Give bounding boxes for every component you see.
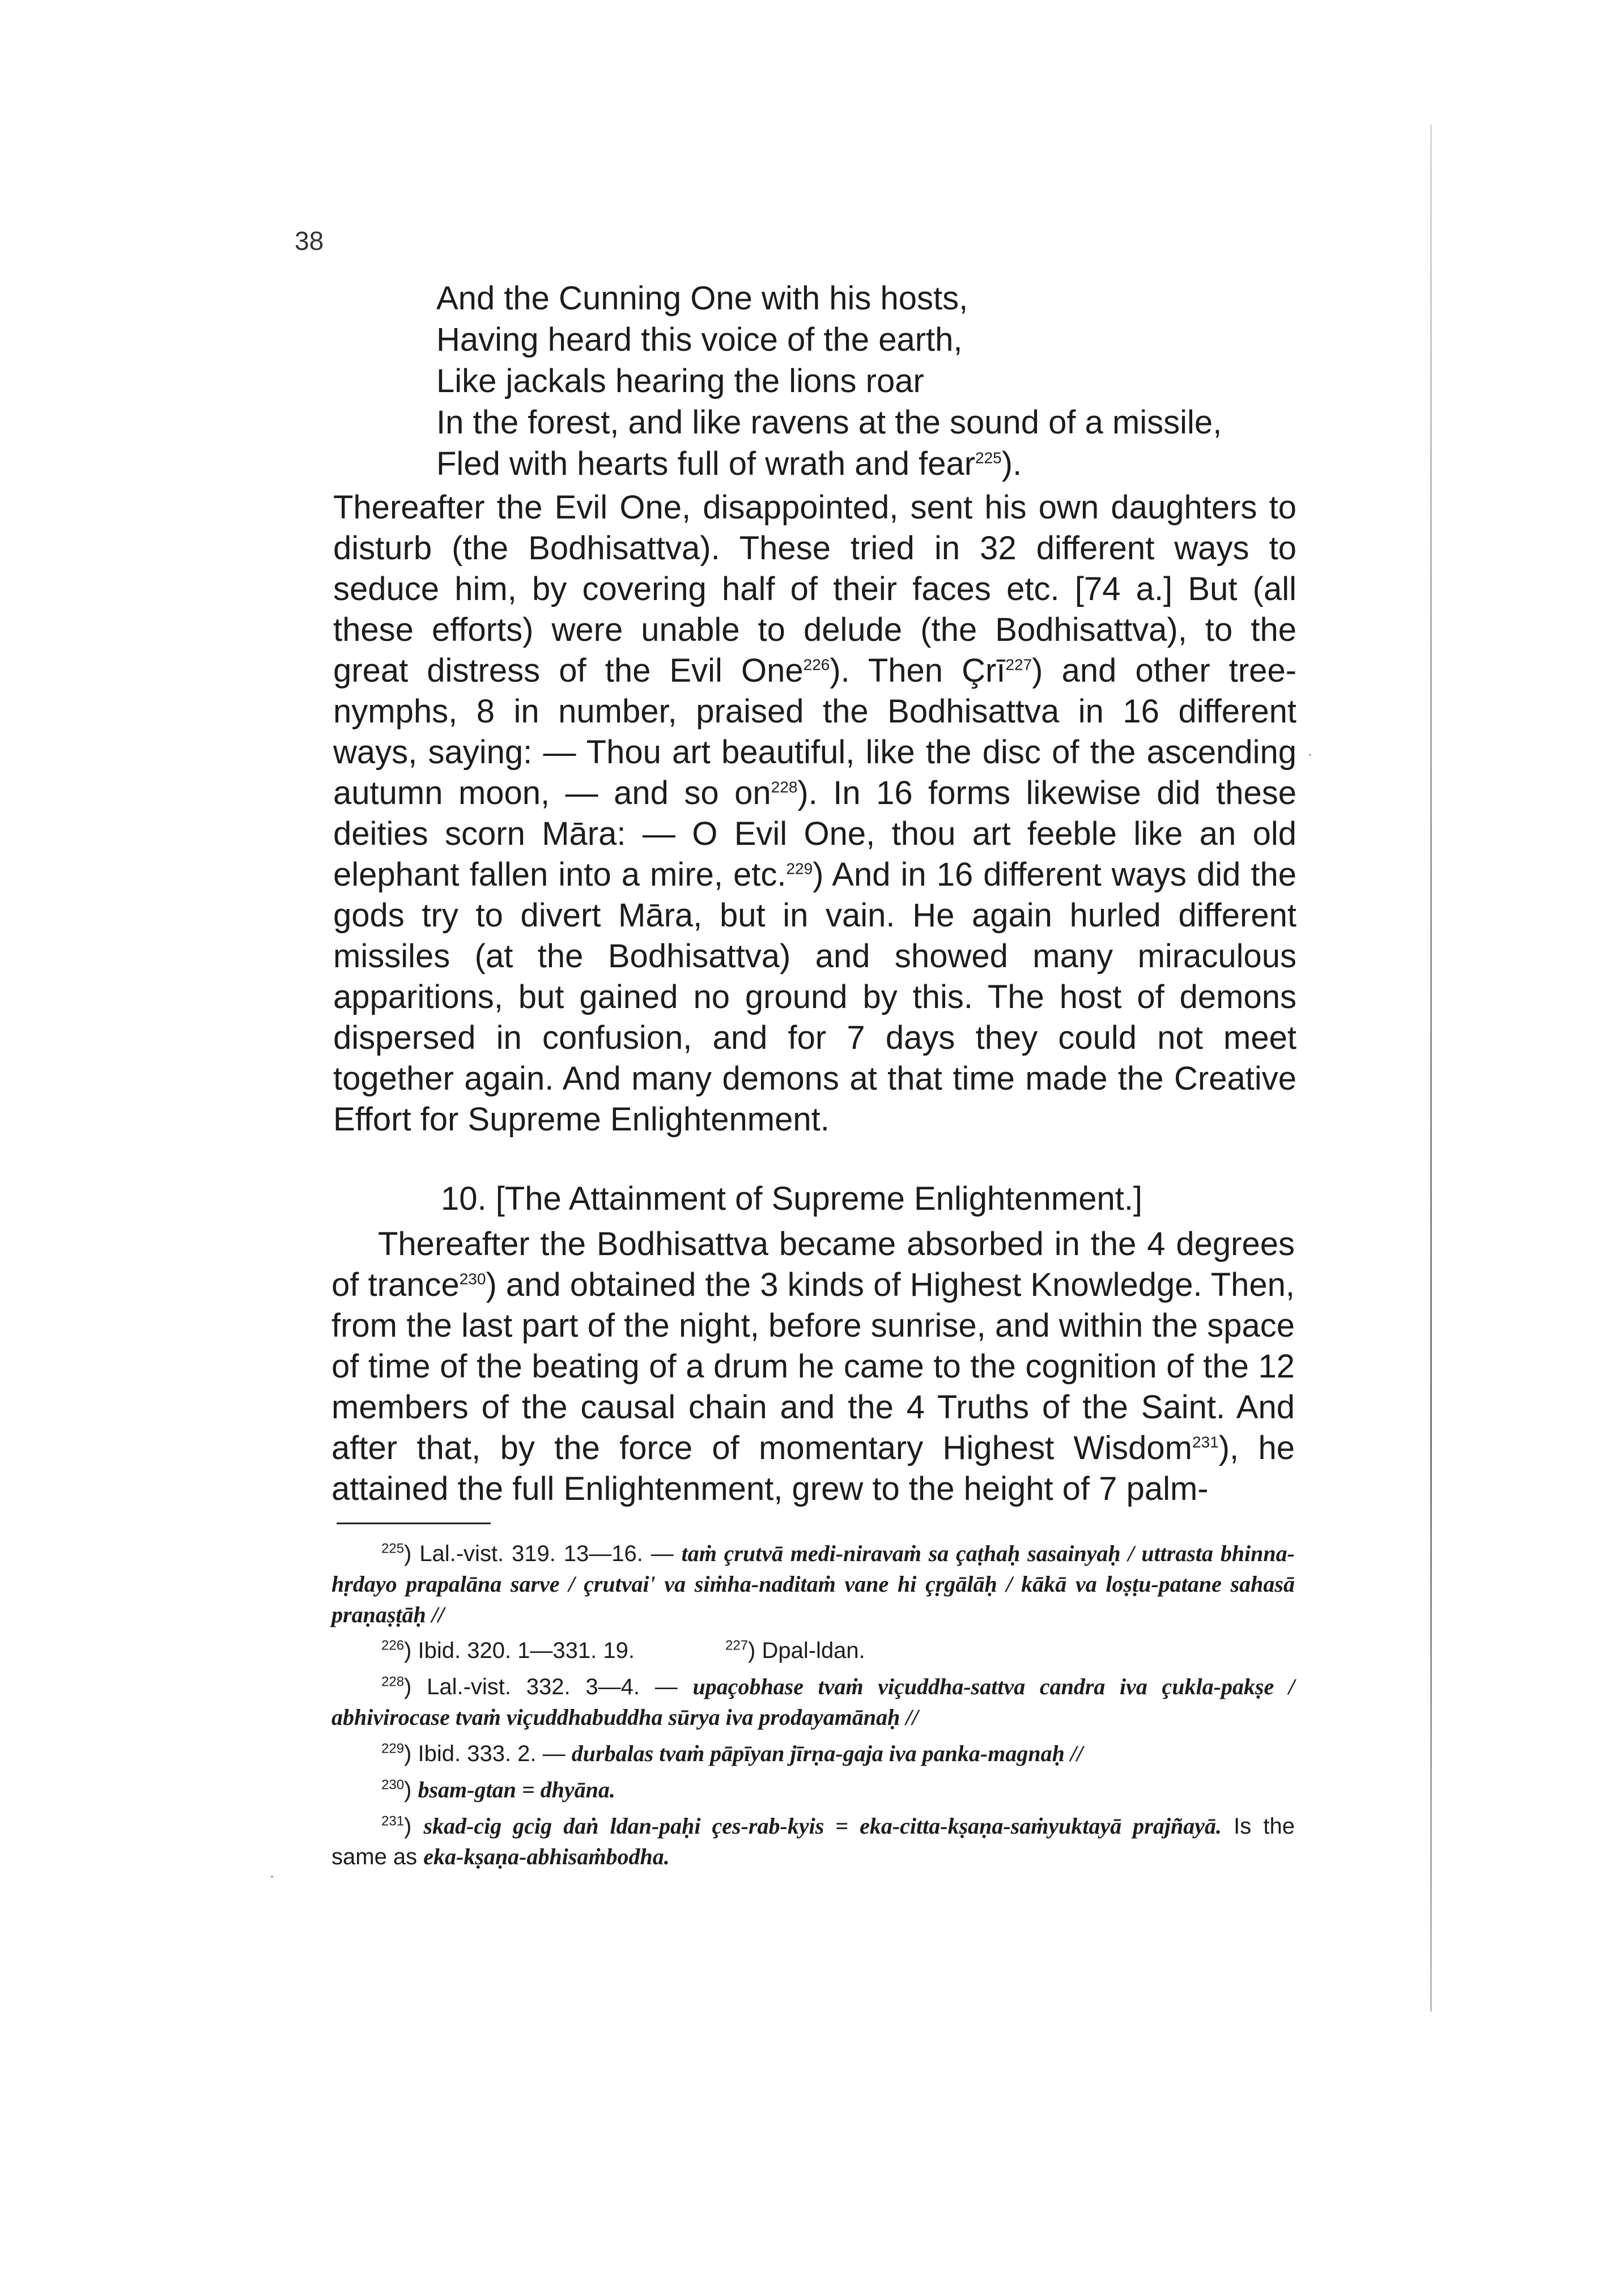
verse-block — [436, 278, 1320, 484]
footnote-ref[interactable]: 229 — [786, 860, 813, 878]
footnote-231: $^{231}$) skad-cig gcig daṅ ldan-paḥi çes-rab-kyis = eka-citta-kṣaṇa-saṁyuktayā prajñayā. Is the same as eka-kṣaṇa-abhisaṁbodha. — [331, 1813, 1295, 1869]
footnote-228: $^{228}$) Lal.-vist. 332. 3—4. — upaçobhase tvaṁ viçuddha-sattva candra iva çukla-pakṣe / abhivirocase tvaṁ viçuddhabuddha sūrya iva prodayamānaḥ // — [331, 1674, 1295, 1730]
footnote-ref[interactable]: 226 — [803, 656, 830, 674]
page-number: 38 — [295, 226, 324, 256]
footnote-ref[interactable]: 231 — [1192, 1433, 1219, 1451]
footnote-ref[interactable]: 227 — [1005, 656, 1032, 674]
scan-speck — [271, 1876, 273, 1878]
footnote-ref[interactable]: 225 — [975, 449, 1002, 467]
footnote-229: $^{229}$) Ibid. 333. 2. — durbalas tvaṁ pāpīyan jīrṇa-gaja iva panka-magnaḥ // — [381, 1741, 1083, 1766]
verse-line: Fled with hearts full of wrath and fear$^{225}$). — [436, 445, 1022, 482]
scan-margin-line — [1430, 125, 1432, 2012]
footnote-225: $^{225}$) Lal.-vist. 319. 13—16. — taṁ çrutvā medi-niravaṁ sa çaṭhaḥ sasainyaḥ / uttrasta bhinna-hṛdayo prapalāna sarve / çrutvai' va siṁha-naditaṁ vane hi çṛgālāḥ / kākā va loṣṭu-patane sahasā praṇaṣṭāḥ // — [331, 1541, 1295, 1627]
verse-line: And the Cunning One with his hosts, — [436, 280, 968, 317]
footnote-230: $^{230}$) bsam-gtan = dhyāna. — [381, 1777, 615, 1802]
footnote-ref[interactable]: 228 — [771, 778, 798, 796]
footnote-ref[interactable]: 230 — [459, 1270, 486, 1288]
footnotes — [331, 1538, 1295, 1878]
verse-line: Having heard this voice of the earth, — [436, 321, 963, 358]
scan-speck — [1309, 754, 1311, 756]
section-heading: 10. [The Attainment of Supreme Enlightenment.] — [441, 1180, 1143, 1217]
footnote-226-227: $^{226}$) Ibid. 320. 1—331. 19. $^{227}$) Dpal-ldan. — [381, 1638, 865, 1663]
body-paragraph: Thereafter the Evil One, disappointed, sent his own daughters to disturb (the Bodhisattva). These tried in 32 different ways to seduce him, by covering half of their faces etc. [74 a.] But (all these efforts) were unable to delude (the Bodhisattva), to the great distress of the Evil One$^{226}$). Then Çrī$^{227}$) and other tree-nymphs, 8 in number, praised the Bodhisattva in 16 different ways, saying: — Thou art beautiful, like the disc of the ascending autumn moon, — and so on$^{228}$). In 16 forms likewise did these deities scorn Māra: — O Evil One, thou art feeble like an old elephant fallen into a mire, etc.$^{229}$) And in 16 different ways did the gods try to divert Māra, but in vain. He again hurled different missiles (at the Bodhisattva) and showed many miraculous apparitions, but gained no ground by this. The host of demons dispersed in confusion, and for 7 days they could not meet together again. And many demons at that time made the Creative Effort for Supreme Enlightenment. — [333, 489, 1297, 1138]
footnote-divider — [337, 1523, 491, 1524]
verse-line: Like jackals hearing the lions roar — [436, 363, 924, 399]
section-paragraph: Thereafter the Bodhisattva became absorbed in the 4 degrees of trance$^{230}$) and obtained the 3 kinds of Highest Knowledge. Then, from the last part of the night, before sunrise, and within the space of time of the beating of a drum he came to the cognition of the 12 members of the causal chain and the 4 Truths of the Saint. And after that, by the force of momentary Highest Wisdom$^{231}$), he attained the full Enlightenment, grew to the height of 7 palm- — [331, 1226, 1295, 1507]
verse-line: In the forest, and like ravens at the sound of a missile, — [436, 404, 1222, 441]
